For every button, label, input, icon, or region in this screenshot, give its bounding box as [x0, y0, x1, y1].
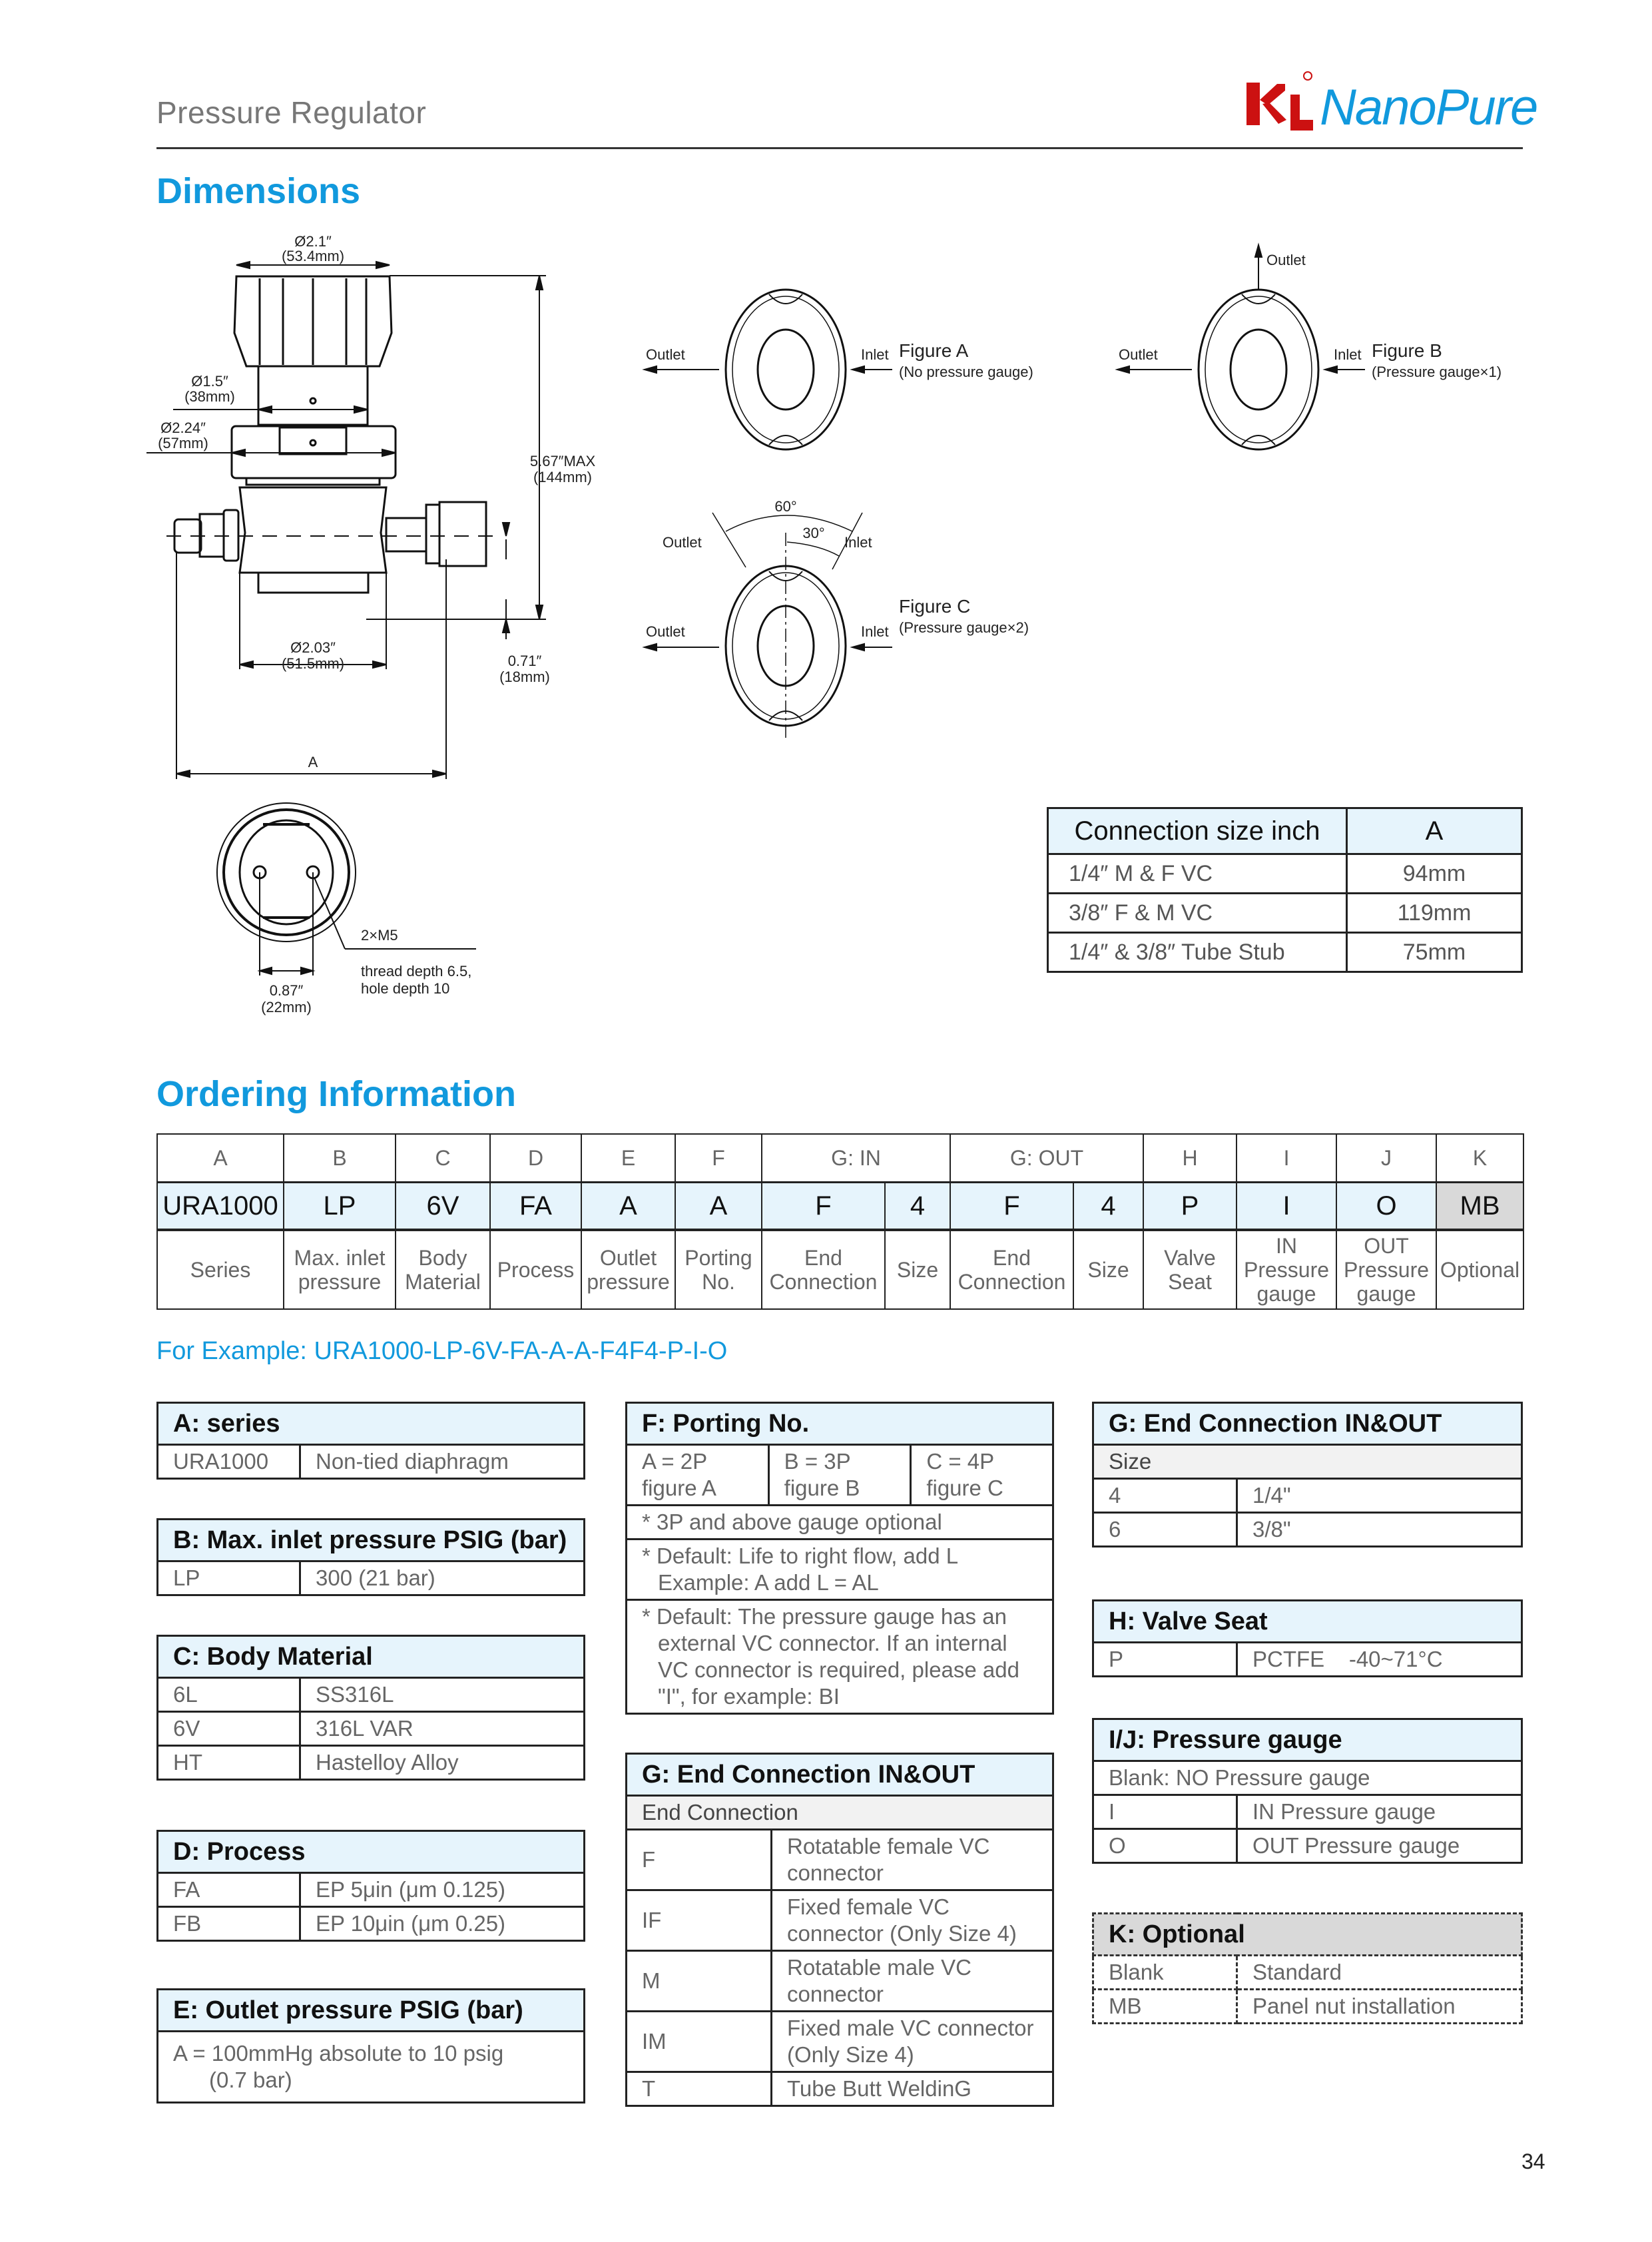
code-series: URA1000	[157, 1183, 284, 1231]
svg-text:(51.5mm): (51.5mm)	[281, 655, 345, 672]
svg-text:(18mm): (18mm)	[499, 669, 550, 685]
thread-spec: 2×M5	[361, 927, 398, 944]
svg-text:Inlet: Inlet	[861, 623, 889, 640]
table-row: URA1000 Non-tied diaphragm	[158, 1445, 585, 1479]
table-row: M Rotatable male VC connector	[627, 1951, 1053, 2012]
svg-text:(22mm): (22mm)	[261, 999, 312, 1015]
svg-text:hole depth 10: hole depth 10	[361, 980, 450, 997]
table-row: 6L SS316L	[158, 1678, 585, 1712]
table-row: 1/4″ & 3/8″ Tube Stub 75mm	[1048, 933, 1522, 972]
svg-text:Ø2.03″: Ø2.03″	[290, 639, 336, 656]
connection-size-table	[1047, 807, 1523, 973]
svg-text:Inlet: Inlet	[1334, 346, 1362, 363]
table-row: HT Hastelloy Alloy	[158, 1746, 585, 1780]
table-row: O OUT Pressure gauge	[1093, 1829, 1522, 1863]
svg-text:(Pressure gauge×2): (Pressure gauge×2)	[899, 619, 1029, 636]
option-box-k: K: Optional Blank Standard MB Panel nut installation	[1092, 1912, 1523, 2024]
col-header: A	[1347, 808, 1522, 854]
svg-text:30°: 30°	[802, 525, 825, 541]
svg-text:5.67″MAX: 5.67″MAX	[529, 453, 596, 469]
table-row: FA EP 5μin (μm 0.125)	[158, 1873, 585, 1907]
svg-text:(No pressure gauge): (No pressure gauge)	[899, 364, 1033, 380]
table-row: 4 1/4"	[1093, 1479, 1522, 1513]
table-row: 3/8″ F & M VC 119mm	[1048, 894, 1522, 933]
table-row: I IN Pressure gauge	[1093, 1795, 1522, 1829]
code-optional: MB	[1436, 1183, 1523, 1231]
figure-b-title: Figure B	[1372, 340, 1442, 361]
svg-text:Outlet: Outlet	[646, 346, 685, 363]
svg-text:Ø1.5″: Ø1.5″	[191, 373, 228, 390]
svg-text:A: A	[308, 754, 318, 770]
table-row: 6V 316L VAR	[158, 1712, 585, 1746]
logo-wordmark: NanoPure	[1320, 79, 1537, 136]
svg-text:Outlet: Outlet	[646, 623, 685, 640]
table-row: P PCTFE -40~71°C	[1093, 1643, 1522, 1677]
option-box-g-size: G: End Connection IN&OUT Size 4 1/4" 6 3/8"	[1092, 1402, 1523, 1547]
svg-text:(Pressure gauge×1): (Pressure gauge×1)	[1372, 364, 1502, 380]
svg-text:Outlet: Outlet	[1119, 346, 1158, 363]
figure-c-drawing	[633, 473, 1099, 746]
svg-text:Inlet: Inlet	[861, 346, 889, 363]
svg-text:Inlet: Inlet	[844, 534, 872, 551]
option-box-ij: I/J: Pressure gauge Blank: NO Pressure gauge I IN Pressure gauge O OUT Pressure gauge	[1092, 1718, 1523, 1864]
option-box-a: A: series URA1000 Non-tied diaphragm	[156, 1402, 585, 1480]
table-row: MB Panel nut installation	[1093, 1990, 1522, 2024]
option-box-h: H: Valve Seat P PCTFE -40~71°C	[1092, 1599, 1523, 1677]
table-row: Blank Standard	[1093, 1956, 1522, 1990]
svg-text:Outlet: Outlet	[1266, 252, 1306, 268]
svg-text:Outlet: Outlet	[663, 534, 702, 551]
dimensions-heading: Dimensions	[156, 171, 361, 211]
table-row: IF Fixed female VC connector (Only Size 4)	[627, 1890, 1053, 1951]
option-box-d: D: Process FA EP 5μin (μm 0.125) FB EP 10μin (μm 0.25)	[156, 1830, 585, 1942]
header-divider	[156, 147, 1523, 149]
option-box-e: E: Outlet pressure PSIG (bar) A = 100mmHg absolute to 10 psig (0.7 bar)	[156, 1988, 585, 2103]
svg-text:thread depth 6.5,: thread depth 6.5,	[361, 963, 472, 980]
figure-a-drawing	[633, 280, 1099, 459]
svg-text:(144mm): (144mm)	[533, 469, 593, 485]
table-row: LP 300 (21 bar)	[158, 1561, 585, 1595]
table-row: FB EP 10μin (μm 0.25)	[158, 1907, 585, 1941]
svg-text:0.71″: 0.71″	[507, 653, 542, 669]
bottom-view-drawing	[146, 792, 559, 1045]
figure-a-title: Figure A	[899, 340, 969, 361]
dim-top-dia-in: Ø2.1″	[294, 233, 332, 250]
kl-logo-icon	[1239, 67, 1318, 140]
option-box-c: C: Body Material 6L SS316L 6V 316L VAR HT Hastelloy Alloy	[156, 1635, 585, 1781]
option-box-b: B: Max. inlet pressure PSIG (bar) LP 300 (21 bar)	[156, 1518, 585, 1596]
figure-b-drawing	[1105, 240, 1571, 459]
page-number: 34	[1521, 2149, 1545, 2173]
figure-c-title: Figure C	[899, 596, 971, 617]
svg-text:(38mm): (38mm)	[184, 388, 235, 405]
svg-text:(53.4mm): (53.4mm)	[281, 248, 345, 264]
svg-text:Ø2.24″: Ø2.24″	[160, 420, 206, 436]
bottom-spacing-in: 0.87″	[269, 982, 304, 999]
table-row: 1/4″ M & F VC 94mm	[1048, 854, 1522, 894]
table-row: F Rotatable female VC connector	[627, 1830, 1053, 1890]
option-box-g-end: G: End Connection IN&OUT End Connection F Rotatable female VC connector IF Fixed female VC connector (Only Size 4) M Rotatable male VC connector IM Fixed male VC connector (Only Size 4) T Tube Butt WeldinG	[625, 1753, 1054, 2107]
page-header-title: Pressure Regulator	[156, 95, 427, 130]
ordering-code-table: A B C D E F G: IN G: OUT H I J K URA1000 LP 6V FA A A F 4 F 4 P I O MB Series Max. inlet pressure Body Material Process Outlet pressure Porting No. End Connection Size End Connection Size Valve Seat IN Pressure gauge OUT Pressure gauge Optional	[156, 1133, 1524, 1310]
side-view-drawing	[146, 226, 626, 779]
ordering-heading: Ordering Information	[156, 1074, 516, 1114]
table-row: T Tube Butt WeldinG	[627, 2072, 1053, 2106]
col-header: Connection size inch	[1048, 808, 1347, 854]
ordering-example: For Example: URA1000-LP-6V-FA-A-A-F4F4-P-I-O	[156, 1337, 728, 1365]
option-box-f: F: Porting No. A = 2P figure A B = 3P figure B C = 4P figure C * 3P and above gauge optional * Default: Life to right flow, add L Example: A add L = AL * Default: The pressure gauge has an external VC connector. If an internal VC connector is required, please add "I", for example: BI	[625, 1402, 1054, 1715]
svg-text:60°: 60°	[774, 498, 797, 515]
table-row: 6 3/8"	[1093, 1513, 1522, 1547]
table-row: IM Fixed male VC connector (Only Size 4)	[627, 2012, 1053, 2072]
svg-text:(57mm): (57mm)	[158, 435, 208, 451]
brand-logo	[1239, 67, 1537, 140]
